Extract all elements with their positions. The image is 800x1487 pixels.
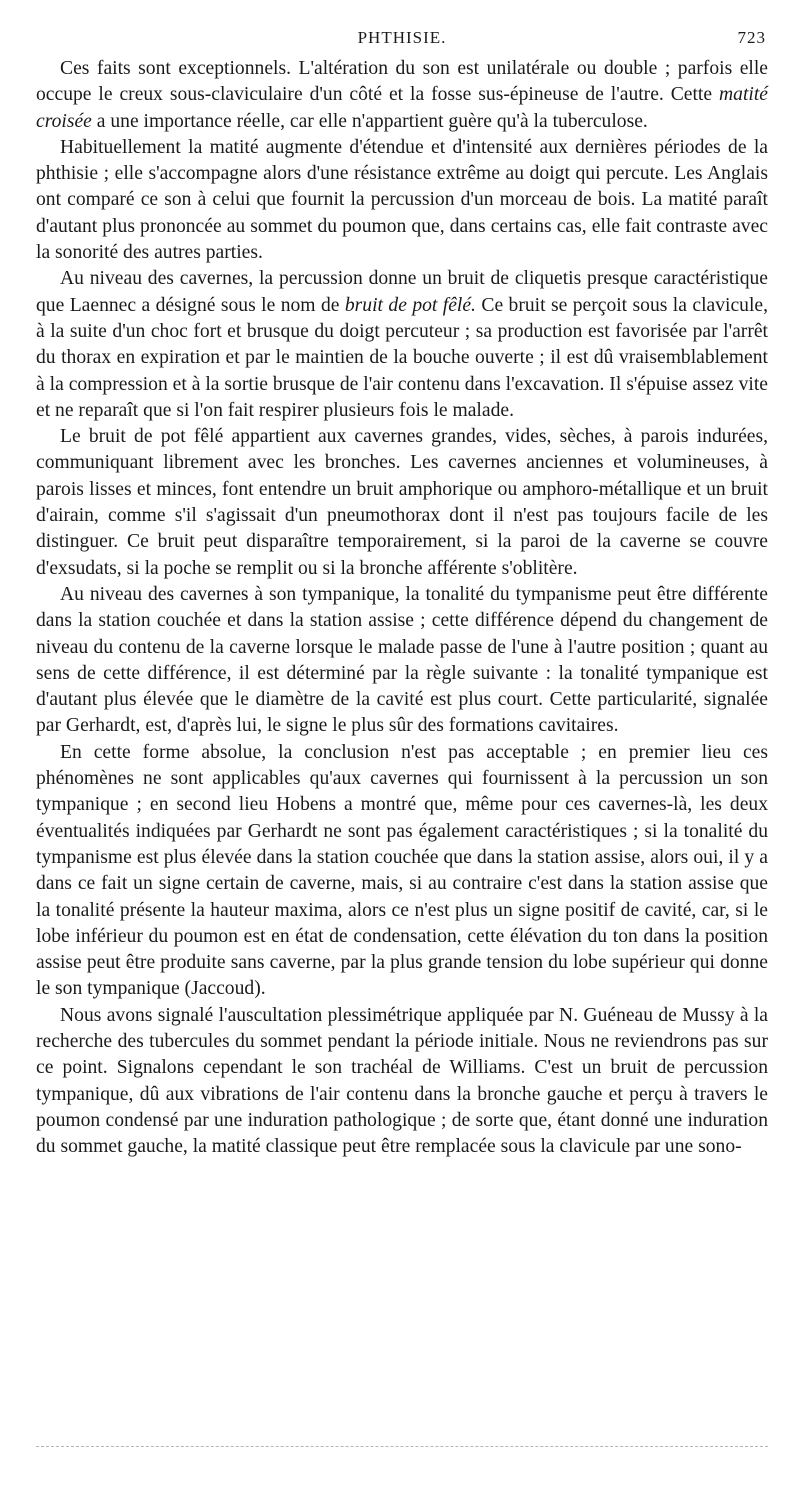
body-text [36, 56, 768, 1160]
paragraph-text: Ce bruit se perçoit sous la clavicule, à la suite d'un choc fort et brusque du doigt percuteur ; sa production est favorisée par l'arrêt du thorax en expiration et par le maintien de la bouche ouverte ; il est dû vraisemblablement à la compression et à la sortie brusque de l'air contenu dans l'excavation. Il s'épuise assez vite et ne reparaît que si l'on fait respirer plusieurs fois le malade. [36, 294, 768, 421]
paragraph [36, 1003, 768, 1161]
paragraph-text: En cette forme absolue, la conclusion n'est pas acceptable ; en premier lieu ces phénomènes ne sont applicables qu'aux cavernes qui fournissent à la percussion un son tympanique ; en second lieu Hobens a montré que, même pour ces cavernes-là, les deux éventualités indiquées par Gerhardt ne sont pas également caractéristiques ; si la tonalité du tympanisme est plus élevée dans la station couchée que dans la station assise, alors oui, il y a dans ce fait un signe certain de caverne, mais, si au contraire c'est dans la station assise que la tonalité présente la hauteur maxima, alors ce n'est plus un signe positif de cavité, car, si le lobe inférieur du poumon est en état de condensation, cette élévation du ton dans la position assise peut être produite sans caverne, par la plus grande tension du lobe supérieur qui donne le son tympanique (Jaccoud). [36, 741, 768, 1000]
running-head [36, 28, 768, 56]
document-page [36, 28, 768, 1160]
paragraph-text: Le bruit de pot fêlé appartient aux cavernes grandes, vides, sèches, à parois indurées, communiquant librement avec les bronches. Les cavernes anciennes et volumineuses, à parois lisses et minces, font entendre un bruit amphorique ou amphoro-métallique et un bruit d'airain, comme s'il s'agissait d'un pneumothorax dont il n'est pas toujours facile de les distinguer. Ce bruit peut disparaître temporairement, si la paroi de la caverne se couvre d'exsudats, si la poche se remplit ou si la bronche afférente s'oblitère. [36, 426, 768, 579]
paragraph-text: Ces faits sont exceptionnels. L'altération du son est unilatérale ou double ; parfois elle occupe le creux sous-claviculaire d'un côté et la fosse sus-épineuse de l'autre. Cette [36, 58, 768, 106]
page-number: 723 [737, 28, 766, 47]
paragraph-text: Au niveau des cavernes, la percussion donne un bruit de cliquetis presque caractéristique que Laennec a désigné sous le nom de [36, 268, 768, 316]
paragraph [36, 266, 768, 424]
paragraph [36, 135, 768, 266]
paragraph [36, 56, 768, 135]
footer-rule [36, 1446, 768, 1447]
italic-term: matité croisée [36, 84, 768, 132]
paragraph [36, 582, 768, 740]
italic-term: bruit de pot fêlé. [344, 294, 476, 316]
paragraph [36, 424, 768, 582]
running-title: PHTHISIE. [357, 28, 447, 47]
paragraph-text: a une importance réelle, car elle n'appartient guère qu'à la tuberculose. [91, 110, 648, 132]
paragraph-text: Nous avons signalé l'auscultation plessimétrique appliquée par N. Guéneau de Mussy à la recherche des tubercules du sommet pendant la période initiale. Nous ne reviendrons pas sur ce point. Signalons cependant le son trachéal de Williams. C'est un bruit de percussion tympanique, dû aux vibrations de l'air contenu dans la bronche gauche et perçu à travers le poumon condensé par une induration pathologique ; de sorte que, étant donné une induration du sommet gauche, la matité classique peut être remplacée sous la clavicule par une sono- [36, 1004, 768, 1158]
paragraph-text: Habituellement la matité augmente d'étendue et d'intensité aux dernières périodes de la phthisie ; elle s'accompagne alors d'une résistance extrême au doigt qui percute. Les Anglais ont comparé ce son à celui que fournit la percussion d'un morceau de bois. La matité paraît d'autant plus prononcée au sommet du poumon que, dans certains cas, elle fait contraste avec la sonorité des autres parties. [36, 136, 768, 264]
paragraph-text: Au niveau des cavernes à son tympanique, la tonalité du tympanisme peut être différente dans la station couchée et dans la station assise ; cette différence dépend du changement de niveau du contenu de la caverne lorsque le malade passe de l'une à l'autre position ; quant au sens de cette différence, il est déterminé par la règle suivante : la tonalité tympanique est d'autant plus élevée que le diamètre de la cavité est plus court. Cette particularité, signalée par Gerhardt, est, d'après lui, le signe le plus sûr des formations cavitaires. [36, 583, 768, 737]
paragraph [36, 740, 768, 1003]
